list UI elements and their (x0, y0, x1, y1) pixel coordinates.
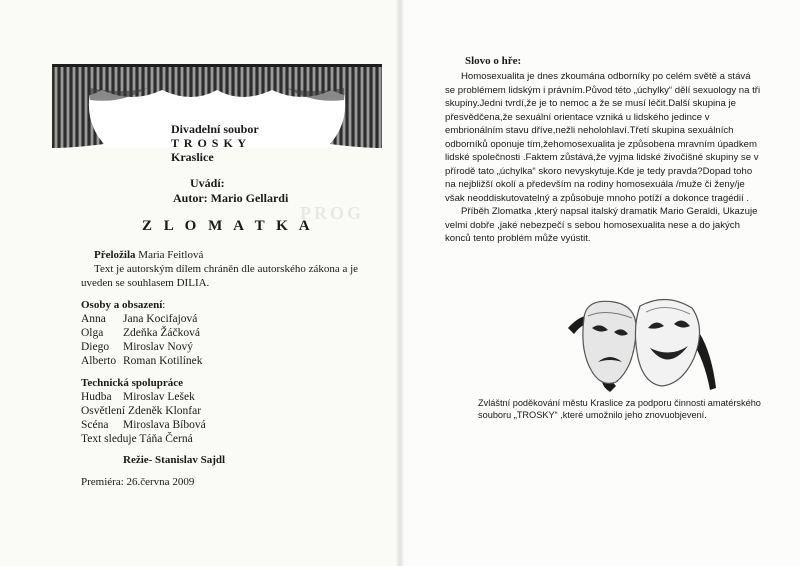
translator-line (94, 249, 203, 261)
tech-heading: Technická spolupráce (81, 377, 183, 389)
company-town: Kraslice (171, 150, 214, 164)
company-troupe: T R O S K Y (171, 136, 248, 150)
cast-heading: Osoby a obsazení: (81, 299, 166, 311)
tech-row: Text sleduje Táňa Černá (81, 433, 193, 445)
cast-row: Anna Jana Kocifajová (81, 313, 198, 325)
translator-label: Přeložila (94, 249, 136, 261)
copyright-line-1: Text je autorským dílem chráněn dle autorského zákona a je (94, 263, 359, 275)
copyright-line-2: uveden se souhlasem DILIA. (81, 277, 210, 289)
presents-label: Uvádí: (190, 176, 225, 190)
author-line: Autor: Mario Gellardi (173, 191, 289, 205)
essay-body (445, 70, 763, 246)
essay-paragraph: Příběh Zlomatka ,který napsal italský dramatik Mario Geraldi, Ukazuje velmi dobře ,jaké nebezpečí s sebou homosexualita nese a do jakých konců tento problém může vyústit. (445, 206, 758, 244)
essay-heading: Slovo o hře: (465, 55, 522, 67)
director-line: Režie- Stanislav Sajdl (123, 454, 226, 466)
thanks-line-2: souboru „TROSKY“ ,které umožnilo jeho znovuobjevení. (478, 410, 707, 420)
tech-row: Hudba Miroslav Lešek (81, 391, 195, 403)
cast-row: Diego Miroslav Nový (81, 341, 193, 353)
premiere-line: Premiéra: 26.června 2009 (81, 476, 195, 488)
translator-name: Maria Feitlová (138, 249, 204, 261)
tech-row: Scéna Miroslava Bíbová (81, 419, 206, 431)
page-fold (396, 0, 404, 566)
company-name: Divadelní soubor (171, 122, 259, 136)
theater-masks-image (566, 288, 718, 393)
cast-row: Olga Zdeňka Žáčková (81, 327, 200, 339)
play-title: Z L O M A T K A (142, 218, 314, 234)
thanks-line-1: Zvláštní poděkování městu Kraslice za podporu činnosti amatérského (478, 398, 761, 408)
essay-paragraph: Homosexualita je dnes zkoumána odborníky po celém světě a stává se problémem lidským i právním.Původ této „úchylky“ dělí sexuology na tři skupiny.Jedni tvrdí,že je to nemoc a že se musí léčit.Další skupina je přesvědčena,že sexuální orientace vzniká u lidského jedince v embrionálním stavu dříve,nežli neholohlaví.Třetí skupina sexuálních odborníků oponuje tím,žehomosexualita je způsobena mravním úpadkem lidské společnosti .Faktem zůstává,že vyjma lidské živočišné skupiny se v přírodě tato „úchylka“ skoro nevyskytuje.Kde je tedy pravda?Dopad toho na nejbližší okolí a především na rodiny homosexuála /muže či ženy/je však neoddiskutovatelný a způsobuje mnoho potíží a dokonce tragédií . (445, 71, 761, 204)
bleed-through-text: PROG (300, 203, 364, 223)
tech-row: Osvětlení Zdeněk Klonfar (81, 405, 202, 417)
cast-row: Alberto Roman Kotilínek (81, 355, 203, 367)
